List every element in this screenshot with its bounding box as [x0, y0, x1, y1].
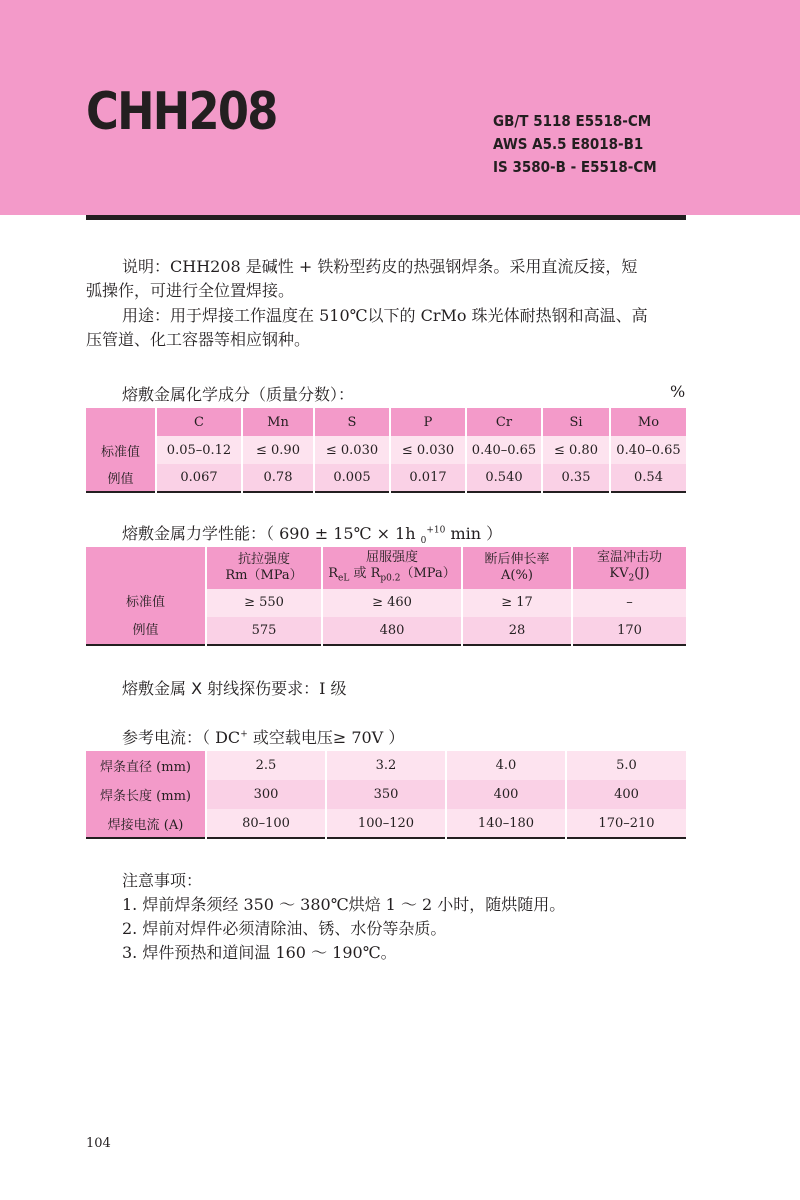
table-header-cell: Si — [542, 408, 610, 436]
description-label: 说明： — [122, 257, 171, 276]
notes-section — [122, 869, 565, 965]
row-header: 例值 — [86, 464, 156, 492]
table-cell: 480 — [322, 617, 462, 645]
chemical-table — [86, 408, 686, 493]
table-cell: ≤ 0.030 — [390, 436, 466, 464]
table-cell: 80–100 — [206, 809, 326, 838]
table-row — [86, 436, 686, 464]
table-row — [86, 809, 686, 838]
table-header-row — [86, 547, 686, 589]
table-header-row — [86, 408, 686, 436]
mechanical-table — [86, 547, 686, 646]
standard-is: IS 3580-B - E5518-CM — [493, 158, 657, 176]
table-cell: 0.40–0.65 — [610, 436, 686, 464]
usage-text-1: 用于焊接工作温度在 510℃以下的 CrMo 珠光体耐热钢和高温、高 — [170, 306, 648, 325]
table-header-cell: 屈服强度 $R_{eL}$ 或 $R_{p0.2}(MPa)$ — [322, 547, 462, 589]
mechanical-title-line — [122, 521, 502, 546]
xray-value: I 级 — [319, 679, 347, 698]
table-header-cell — [86, 408, 156, 436]
row-header: 标准值 — [86, 589, 206, 617]
table-cell: 100–120 — [326, 809, 446, 838]
table-row — [86, 780, 686, 809]
note-item: 2. 焊前对焊件必须清除油、锈、水份等杂质。 — [122, 919, 447, 938]
table-row — [86, 751, 686, 780]
description-paragraph — [86, 255, 686, 303]
table-cell: ≥ 550 — [206, 589, 322, 617]
notes-title: 注意事项： — [122, 871, 203, 890]
table-cell: 0.05–0.12 — [156, 436, 242, 464]
table-cell: 0.005 — [314, 464, 390, 492]
table-header-cell: S — [314, 408, 390, 436]
usage-text-2: 压管道、化工容器等相应钢种。 — [86, 330, 311, 349]
table-cell: 400 — [446, 780, 566, 809]
table-header-cell: Mo — [610, 408, 686, 436]
table-header-cell: C — [156, 408, 242, 436]
table-cell: ≤ 0.90 — [242, 436, 314, 464]
page-number: 104 — [86, 1136, 111, 1151]
table-cell: 0.067 — [156, 464, 242, 492]
table-cell: 140–180 — [446, 809, 566, 838]
table-cell: 0.54 — [610, 464, 686, 492]
table-row — [86, 617, 686, 645]
table-row — [86, 589, 686, 617]
table-header-cell: P — [390, 408, 466, 436]
chemical-title: 熔敷金属化学成分（质量分数）： — [122, 385, 355, 404]
table-header-cell: 抗拉强度 Rm（MPa） — [206, 547, 322, 589]
table-cell: 350 — [326, 780, 446, 809]
current-condition: （ DC+ 或空载电压≥ 70V ） — [202, 728, 405, 747]
table-cell: 28 — [462, 617, 572, 645]
table-cell: 5.0 — [566, 751, 686, 780]
standards-list — [493, 110, 657, 179]
mechanical-condition: （ 690 ± 15℃ × 1h $_0^{+10}$ min ） — [266, 524, 503, 547]
table-cell: 0.78 — [242, 464, 314, 492]
table-cell: 2.5 — [206, 751, 326, 780]
note-item: 3. 焊件预热和道间温 160 ～ 190℃。 — [122, 943, 397, 962]
usage-paragraph — [86, 304, 686, 352]
usage-label: 用途： — [122, 306, 171, 325]
xray-label: 熔敷金属 X 射线探伤要求： — [122, 679, 320, 698]
table-header-cell: 室温冲击功 $KV_2(J)$ — [572, 547, 686, 589]
row-header: 标准值 — [86, 436, 156, 464]
current-table — [86, 751, 686, 839]
table-row — [86, 464, 686, 492]
description-text-1: CHH208 是碱性 + 铁粉型药皮的热强钢焊条。采用直流反接，短 — [170, 257, 638, 276]
table-cell: 575 — [206, 617, 322, 645]
table-header-cell: Mn — [242, 408, 314, 436]
table-cell: 0.540 — [466, 464, 542, 492]
table-cell: ≤ 0.030 — [314, 436, 390, 464]
table-cell: – — [572, 589, 686, 617]
table-cell: 170–210 — [566, 809, 686, 838]
table-header-cell: Cr — [466, 408, 542, 436]
table-header-cell — [86, 547, 206, 589]
table-header-cell: 断后伸长率 A(%) — [462, 547, 572, 589]
product-title: CHH208 — [86, 82, 277, 142]
table-cell: ≥ 460 — [322, 589, 462, 617]
table-cell: 0.40–0.65 — [466, 436, 542, 464]
chemical-unit: % — [670, 382, 686, 401]
table-cell: 300 — [206, 780, 326, 809]
mechanical-title: 熔敷金属力学性能： — [122, 524, 267, 543]
header-rule — [86, 215, 686, 220]
table-cell: ≥ 17 — [462, 589, 572, 617]
current-title: 参考电流： — [122, 728, 203, 747]
standard-aws: AWS A5.5 E8018-B1 — [493, 135, 644, 153]
row-header: 焊接电流 (A) — [86, 809, 206, 838]
table-cell: 400 — [566, 780, 686, 809]
table-cell: 3.2 — [326, 751, 446, 780]
table-cell: ≤ 0.80 — [542, 436, 610, 464]
xray-line — [122, 676, 347, 699]
description-text-2: 弧操作，可进行全位置焊接。 — [86, 281, 295, 300]
table-cell: 0.35 — [542, 464, 610, 492]
row-header: 焊条长度 (mm) — [86, 780, 206, 809]
standard-gb: GB/T 5118 E5518-CM — [493, 112, 652, 130]
current-title-line — [122, 725, 404, 748]
row-header: 例值 — [86, 617, 206, 645]
table-cell: 0.017 — [390, 464, 466, 492]
note-item: 1. 焊前焊条须经 350 ～ 380℃烘焙 1 ～ 2 小时，随烘随用。 — [122, 895, 566, 914]
table-cell: 4.0 — [446, 751, 566, 780]
row-header: 焊条直径 (mm) — [86, 751, 206, 780]
table-cell: 170 — [572, 617, 686, 645]
